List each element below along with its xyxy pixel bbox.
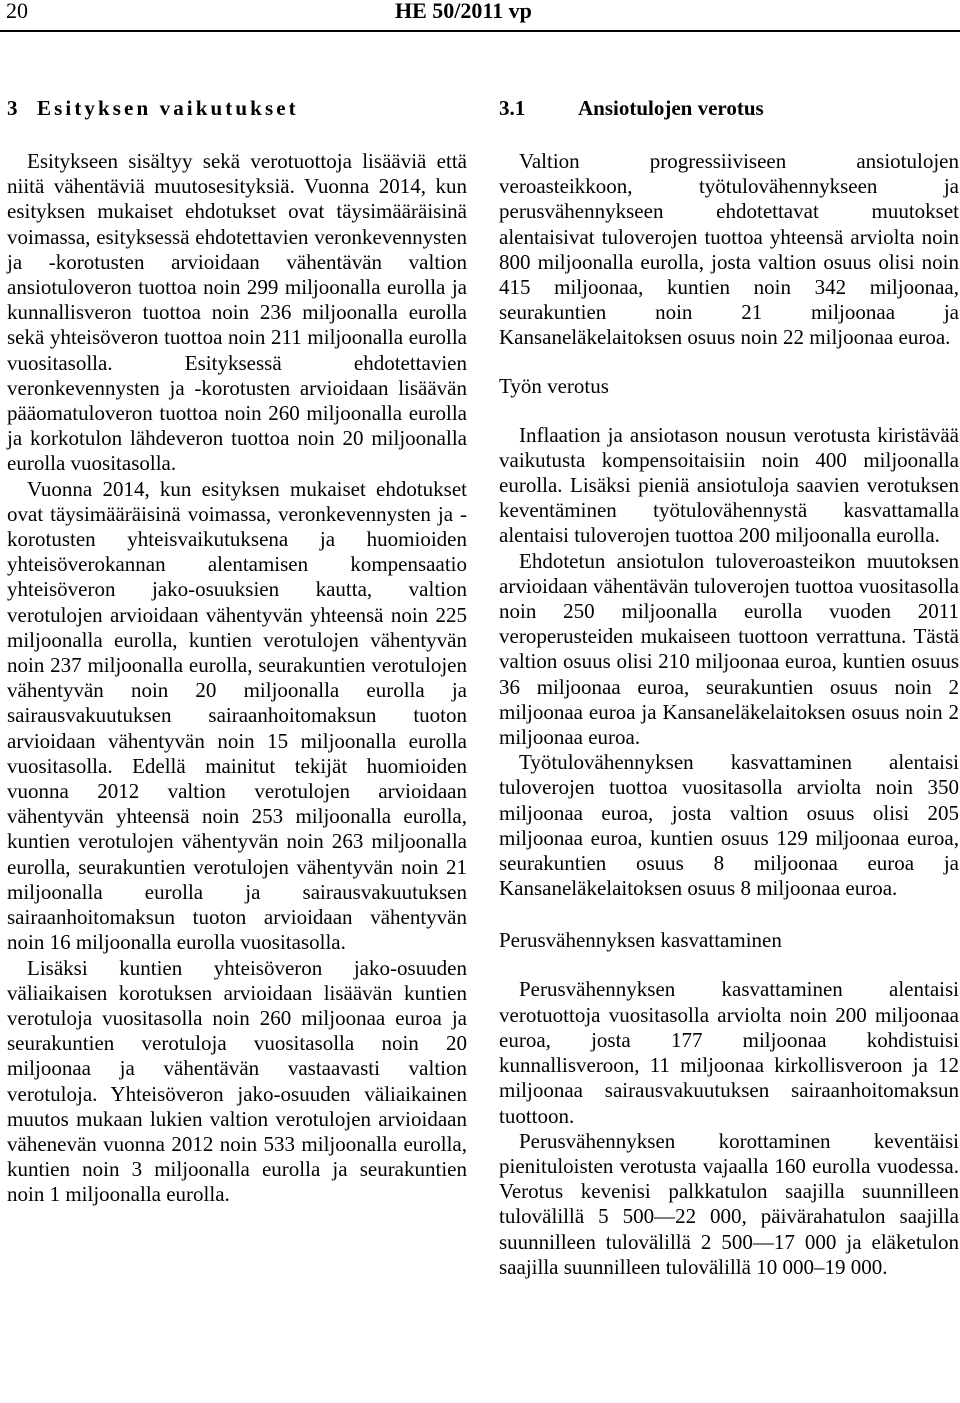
paragraph: Esitykseen sisältyy sekä verotuottoja lisääviä että niitä vähentäviä muutosesityksiä. Vuonna 2014, kun esityksen mukaiset ehdotukset ovat täysimääräisinä voimassa, esityksessä ehdotettavien veronkevennysten ja -korotusten arvioidaan vähentävän valtion ansiotuloveron tuottoa noin 299 miljoonalla eurolla ja kunnallisveron tuottoa noin 236 miljoonalla eurolla sekä yhteisöveron tuottoa noin 211 miljoonalla eurolla vuositasolla. Esityksessä ehdotettavien veronkevennysten ja -korotusten arvioidaan lisäävän pääomatuloveron tuottoa noin 260 miljoonalla eurolla ja korkotulon lähdeveron tuottoa noin 20 miljoonalla eurolla vuositasolla. [7, 149, 467, 476]
section-heading [7, 94, 467, 122]
subsection-heading [499, 94, 959, 122]
left-column [7, 94, 467, 1208]
paragraph: Perusvähennyksen korottaminen keventäisi pienituloisten verotusta vajaalla 160 eurolla vuodessa. Verotus kevenisi palkkatulon saajilla suunnilleen tulovälillä 5 500—22 000, päivärahatulon saajilla suunnilleen tulovälillä 2 500—17 000 ja eläketulon saajilla suunnilleen tulovälillä 10 000–19 000. [499, 1128, 959, 1279]
subsection-number: 3.1 [499, 96, 526, 120]
right-column [499, 94, 959, 1280]
paragraph: Työtulovähennyksen kasvattaminen alentaisi tuloverojen tuottoa vuositasolla arviolta noin 350 miljoonaa euroa, josta valtion osuus olisi 205 miljoonaa euroa, kuntien osuus 129 miljoonaa euroa, seurakuntien osuus 8 miljoonaa euroa ja Kansaneläkelaitoksen osuus 8 miljoonaa euroa. [499, 750, 959, 901]
subsection-title: Ansiotulojen verotus [578, 96, 764, 120]
document-id: HE 50/2011 vp [395, 0, 532, 23]
page-header [0, 0, 960, 38]
paragraph: Perusvähennyksen kasvattaminen alentaisi verotuottoja vuositasolla arviolta noin 200 miljoonaa euroa, josta 177 miljoonaa kohdistuisi kunnallisveroon, 11 miljoonaa kirkollisveroon ja 12 miljoonaa sairausvakuutuksen sairaanhoitomaksun tuottoon. [499, 977, 959, 1128]
subheading-perusvahennyksen-kasvattaminen: Perusvähennyksen kasvattaminen [499, 928, 782, 953]
paragraph: Lisäksi kuntien yhteisöveron jako-osuuden väliaikaisen korotuksen arvioidaan lisäävän kuntien verotuloja vuositasolla noin 260 miljoonaa euroa ja seurakuntien verotuloja vuositasolla noin 20 miljoonaa ja vähentävän vastaavasti valtion verotuloja. Yhteisöveron jako-osuuden väliaikainen muutos mukaan lukien valtion verotulojen arvioidaan vähenevän vuonna 2012 noin 533 miljoonalla eurolla, kuntien noin 3 miljoonalla eurolla ja seurakuntien noin 1 miljoonalla eurolla. [7, 955, 467, 1207]
page-number: 20 [6, 0, 28, 23]
paragraph: Vuonna 2014, kun esityksen mukaiset ehdotukset ovat täysimääräisinä voimassa, veronkevennysten ja -korotusten yhteisvaikutuksena ja huomioiden yhteisöverokannan alentamisen kompensaatio yhteisöveron jako-osuuksien kautta, valtion verotulojen arvioidaan vähentyvän yhteensä noin 225 miljoonalla eurolla, kuntien verotulojen vähentyvän noin 237 miljoonalla eurolla, seurakuntien verotulojen vähentyvän noin 20 miljoonalla eurolla ja sairausvakuutuksen sairaanhoitomaksun tuoton arvioidaan vähentyvän noin 15 miljoonalla eurolla vuositasolla. Edellä mainitut tekijät huomioiden vuonna 2012 valtion verotulojen arvioidaan vähentyvän yhteensä noin 253 miljoonalla eurolla, kuntien verotulojen vähentyvän noin 263 miljoonalla eurolla, seurakuntien verotulojen vähentyvän noin 21 miljoonalla eurolla ja sairausvakuutuksen sairaanhoitomaksun tuoton arvioidaan vähentyvän noin 16 miljoonalla eurolla vuositasolla. [7, 476, 467, 955]
section-number: 3 [7, 96, 18, 120]
paragraph: Inflaation ja ansiotason nousun verotusta kiristävää vaikutusta kompensoitaisiin noin 400 miljoonalla eurolla. Lisäksi pieniä ansiotuloja saavien verotuksen keventäminen työtulovähennystä kasvattamalla alentaisi tuloverojen tuottoa 200 miljoonalla eurolla. [499, 422, 959, 548]
subheading-tyon-verotus: Työn verotus [499, 373, 609, 398]
paragraph: Ehdotetun ansiotulon tuloveroasteikon muutoksen arvioidaan vähentävän tuloverojen tuottoa vuositasolla noin 250 miljoonalla eurolla vuoden 2011 veroperusteiden mukaiseen tuottoon verrattuna. Tästä valtion osuus olisi 210 miljoonaa euroa, kuntien osuus 36 miljoonaa euroa, seurakuntien osuus noin 2 miljoonaa euroa ja Kansaneläkelaitoksen osuus noin 2 miljoonaa euroa. [499, 548, 959, 750]
paragraph: Valtion progressiiviseen ansiotulojen veroasteikkoon, työtulovähennykseen ja perusvähennykseen ehdotettavat muutokset alentaisivat tuloverojen tuottoa yhteensä arviolta noin 800 miljoonalla eurolla, josta valtion osuus olisi noin 415 miljoonaa, kuntien noin 342 miljoonaa, seurakuntien noin 21 miljoonaa ja Kansaneläkelaitoksen osuus noin 22 miljoonaa euroa. [499, 149, 959, 350]
section-title: Esityksen vaikutukset [37, 96, 299, 120]
header-divider [0, 30, 960, 32]
